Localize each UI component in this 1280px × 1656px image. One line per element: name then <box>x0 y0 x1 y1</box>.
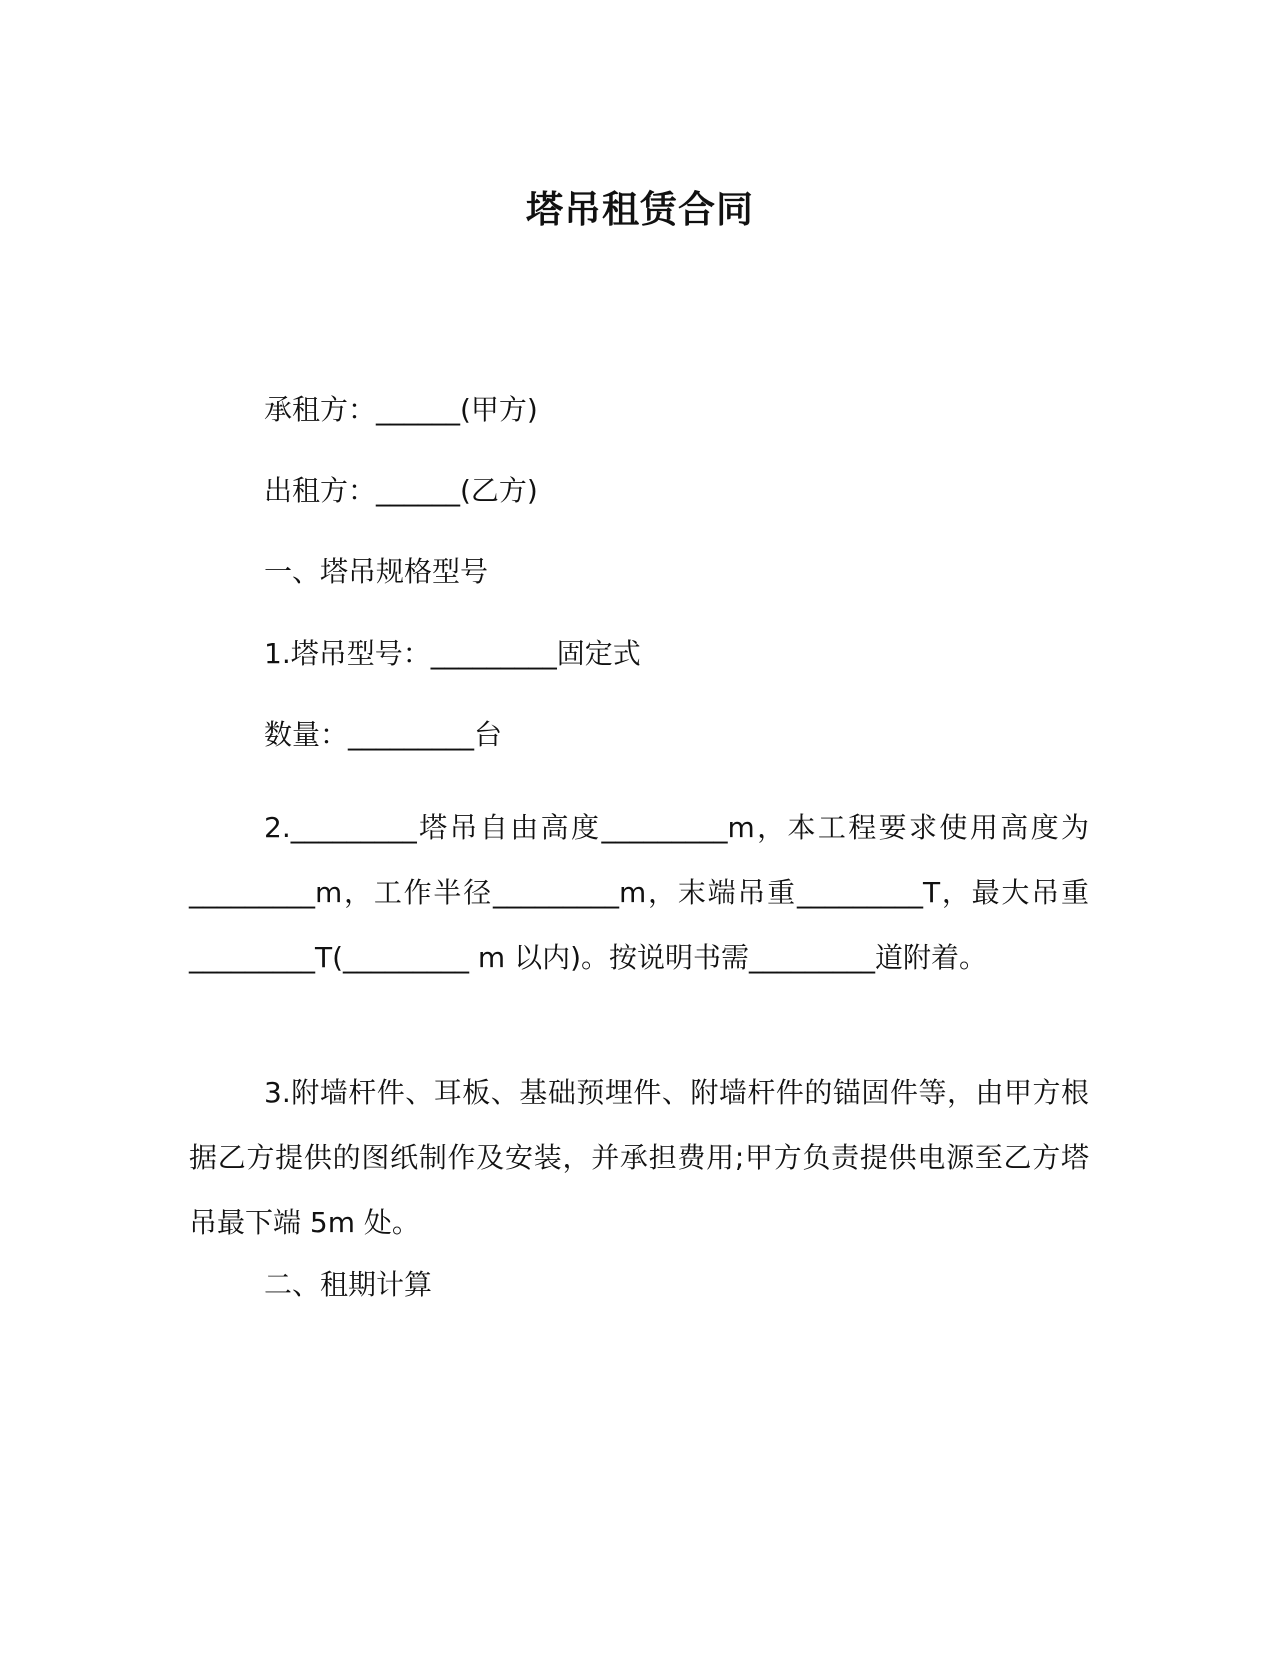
item-2-paragraph: 2._________塔吊自由高度_________m，本工程要求使用高度为_________m，工作半径_________m，末端吊重_________T，最大吊重_________T(_________ m 以内)。按说明书需_________道附着。 <box>189 811 1089 974</box>
item-3-paragraph: 3.附墙杆件、耳板、基础预埋件、附墙杆件的锚固件等，由甲方根据乙方提供的图纸制作及安装，并承担费用;甲方负责提供电源至乙方塔吊最下端 5m 处。 <box>189 1076 1089 1239</box>
section-1-heading: 一、塔吊规格型号 <box>264 555 489 588</box>
item-1-quantity-line: 数量：_________台 <box>264 718 503 751</box>
lessor-line: 出租方：______(乙方) <box>264 474 538 507</box>
document-title: 塔吊租赁合同 <box>526 188 754 231</box>
item-1-model-line: 1.塔吊型号：_________固定式 <box>264 637 641 670</box>
section-2-heading: 二、租期计算 <box>264 1268 433 1301</box>
lessee-line: 承租方：______(甲方) <box>264 393 538 426</box>
